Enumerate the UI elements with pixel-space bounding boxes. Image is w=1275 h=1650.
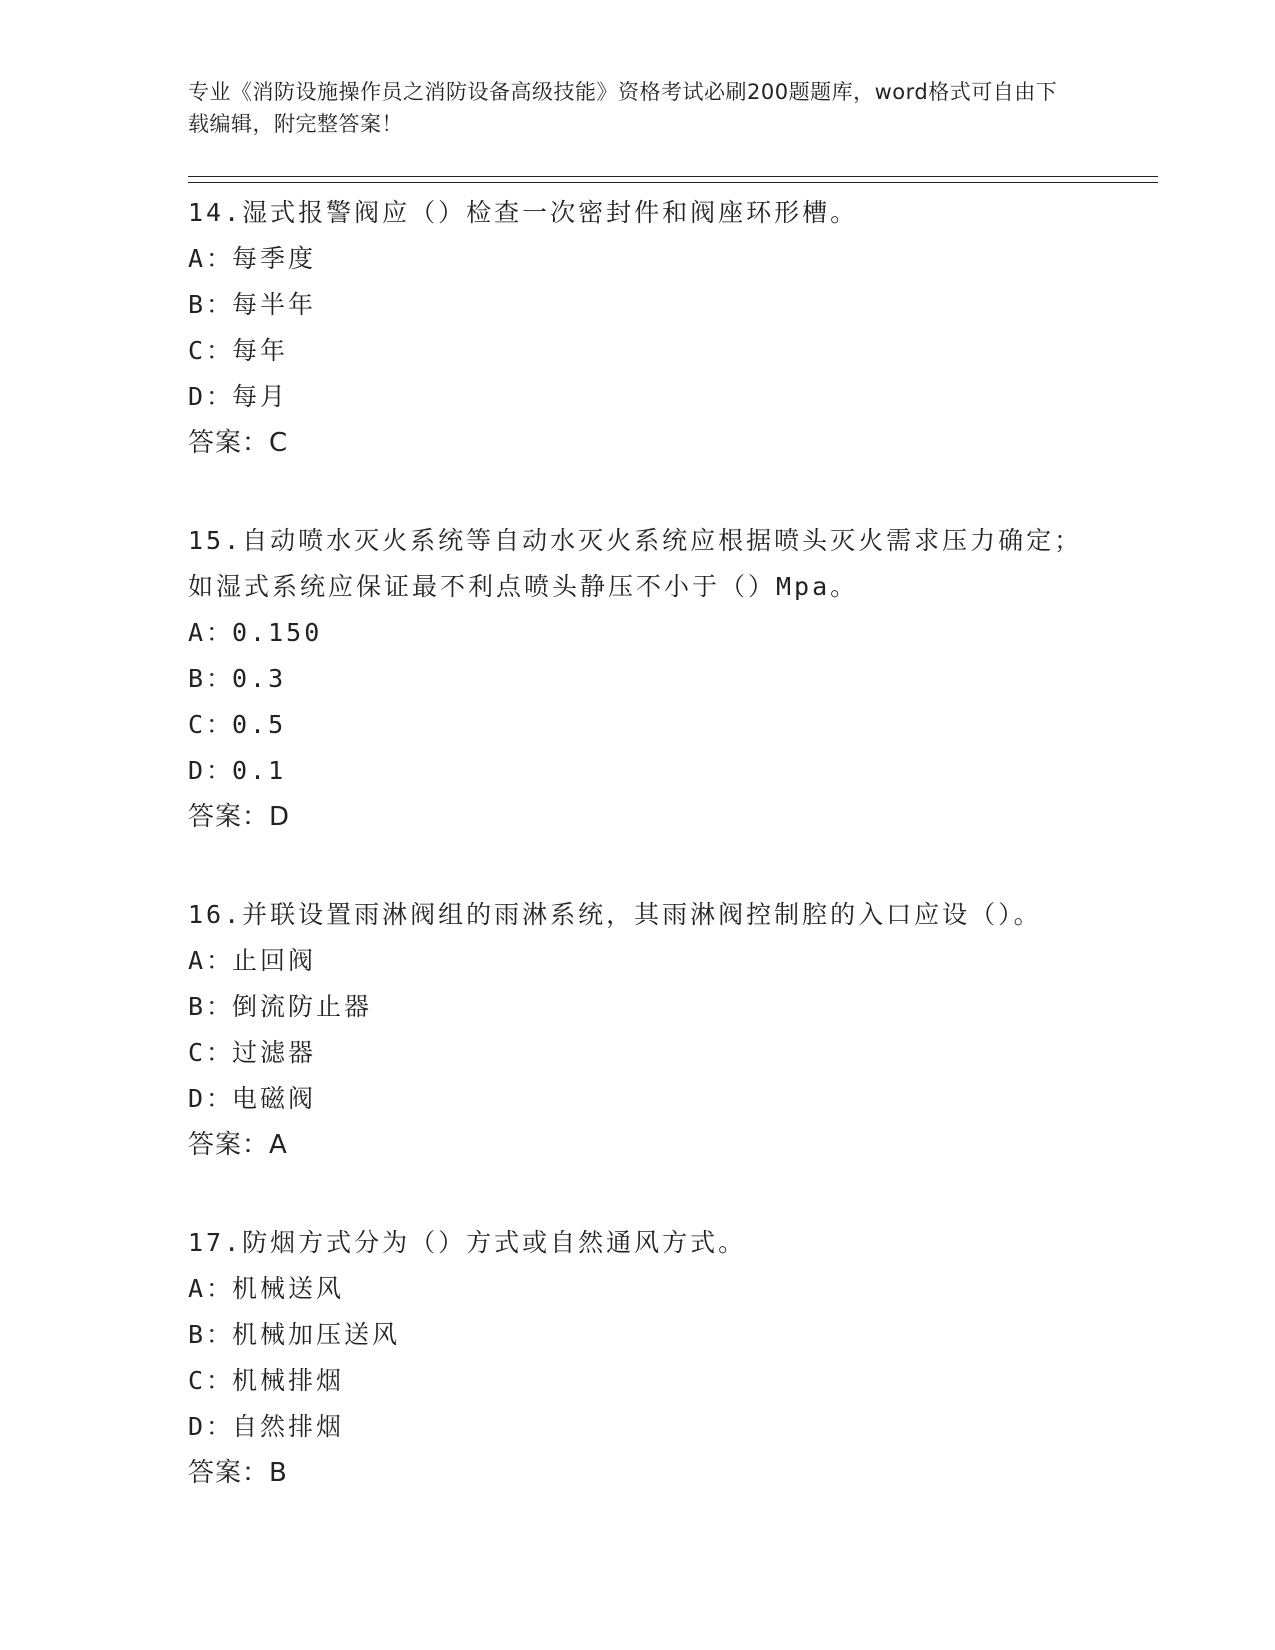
option-letter: D： (188, 756, 235, 785)
question-stem: 14.湿式报警阀应（）检查一次密封件和阀座环形槽。 (188, 198, 859, 227)
option-text: 每季度 (232, 244, 317, 273)
option-text: 自然排烟 (232, 1412, 345, 1441)
option-b (188, 984, 1088, 1030)
option-letter: C： (188, 1366, 235, 1395)
option-letter: B： (188, 1320, 235, 1349)
question-17 (188, 1220, 1088, 1496)
option-c (188, 702, 1088, 748)
option-b (188, 656, 1088, 702)
document-header: 专业《消防设施操作员之消防设备高级技能》资格考试必刷200题题库，word格式可自由下载编辑，附完整答案！ (188, 80, 1058, 136)
question-list (188, 190, 1088, 1548)
option-letter: D： (188, 1084, 235, 1113)
answer-line: 答案：B (188, 1458, 288, 1488)
option-letter: A： (188, 618, 235, 647)
option-letter: A： (188, 1274, 235, 1303)
option-d (188, 1076, 1088, 1122)
header-divider-bottom (188, 182, 1158, 183)
option-text: 止回阀 (232, 946, 317, 975)
option-a (188, 938, 1088, 984)
option-a (188, 236, 1088, 282)
option-text: 倒流防止器 (232, 992, 373, 1021)
option-text: 每月 (232, 382, 289, 411)
option-c (188, 1030, 1088, 1076)
option-letter: A： (188, 946, 235, 975)
answer-line: 答案：D (188, 802, 291, 832)
option-letter: C： (188, 1038, 235, 1067)
option-letter: C： (188, 336, 235, 365)
option-a (188, 610, 1088, 656)
question-15 (188, 518, 1088, 840)
option-letter: D： (188, 1412, 235, 1441)
option-text: 0.3 (232, 664, 287, 693)
question-stem: 16.并联设置雨淋阀组的雨淋系统，其雨淋阀控制腔的入口应设（）。 (188, 900, 1042, 929)
question-stem: 17.防烟方式分为（）方式或自然通风方式。 (188, 1228, 747, 1257)
option-text: 0.150 (232, 618, 323, 647)
option-text: 机械排烟 (232, 1366, 345, 1395)
option-letter: A： (188, 244, 235, 273)
option-letter: B： (188, 992, 235, 1021)
option-text: 电磁阀 (232, 1084, 317, 1113)
header-divider-top (188, 176, 1158, 177)
question-14 (188, 190, 1088, 466)
option-text: 机械加压送风 (232, 1320, 401, 1349)
option-d (188, 374, 1088, 420)
option-c (188, 328, 1088, 374)
option-letter: C： (188, 710, 235, 739)
question-16 (188, 892, 1088, 1168)
option-b (188, 1312, 1088, 1358)
option-letter: D： (188, 382, 235, 411)
question-stem: 15.自动喷水灭火系统等自动水灭火系统应根据喷头灭火需求压力确定；如湿式系统应保证最不利点喷头静压不小于（）Mpa。 (188, 526, 1083, 601)
option-d (188, 1404, 1088, 1450)
option-text: 每半年 (232, 290, 317, 319)
option-letter: B： (188, 664, 235, 693)
option-text: 每年 (232, 336, 289, 365)
answer-line: 答案：A (188, 1130, 288, 1160)
option-d (188, 748, 1088, 794)
option-text: 0.5 (232, 710, 287, 739)
option-text: 过滤器 (232, 1038, 317, 1067)
option-text: 0.1 (232, 756, 287, 785)
option-letter: B： (188, 290, 235, 319)
option-b (188, 282, 1088, 328)
option-text: 机械送风 (232, 1274, 345, 1303)
option-a (188, 1266, 1088, 1312)
answer-line: 答案：C (188, 428, 289, 458)
option-c (188, 1358, 1088, 1404)
